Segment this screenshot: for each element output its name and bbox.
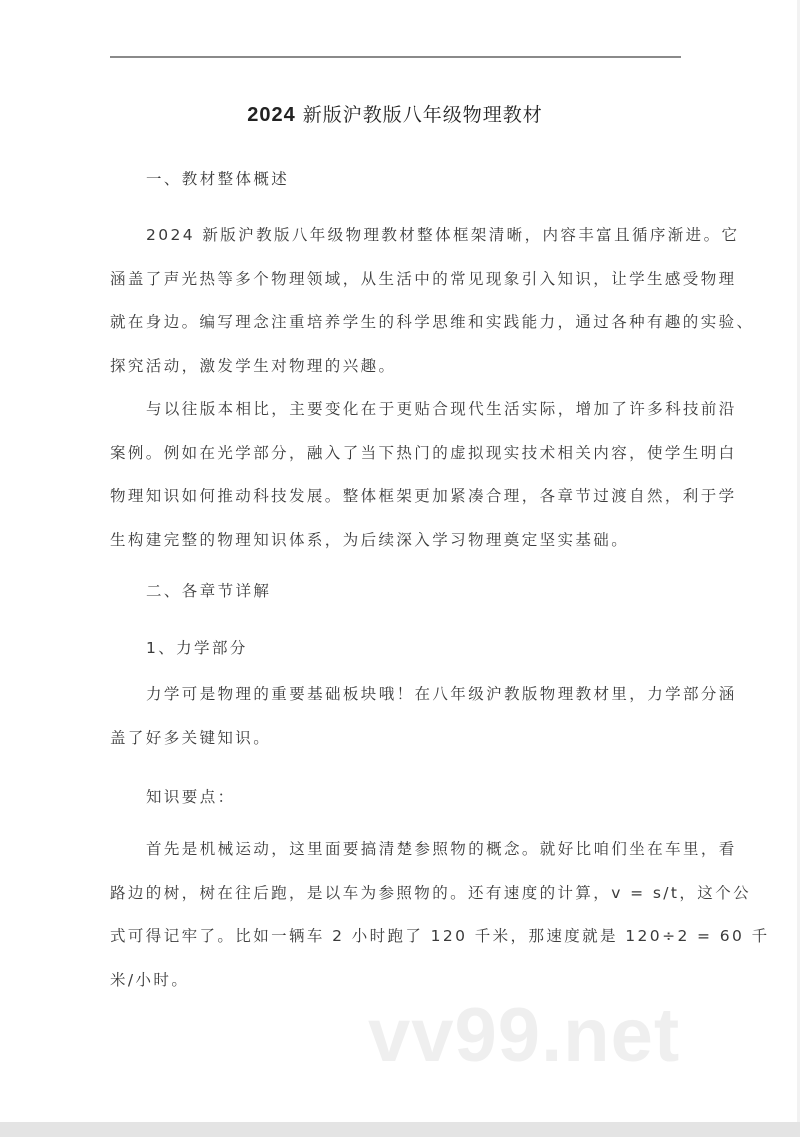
text-line: 生构建完整的物理知识体系，为后续深入学习物理奠定坚实基础。 — [110, 530, 630, 549]
text-line: 2024 新版沪教版八年级物理教材整体框架清晰，内容丰富且循序渐进。它 — [146, 226, 740, 244]
paragraph-changes — [110, 388, 737, 562]
title-year: 2024 — [247, 104, 296, 126]
text-line: 式可得记牢了。比如一辆车 2 小时跑了 120 千米，那速度就是 120÷2 = 60 千 — [110, 927, 770, 945]
heading-key-points: 知识要点： — [146, 788, 236, 806]
heading-overview: 一、教材整体概述 — [146, 170, 290, 188]
heading-mechanics: 1、力学部分 — [146, 639, 248, 657]
text-line: 涵盖了声光热等多个物理领域，从生活中的常见现象引入知识，让学生感受物理 — [110, 269, 737, 288]
text-line: 路边的树，树在往后跑，是以车为参照物的。还有速度的计算，v = s/t，这个公 — [110, 883, 751, 902]
heading-chapters: 二、各章节详解 — [146, 582, 272, 600]
text-line: 首先是机械运动，这里面要搞清楚参照物的概念。就好比咱们坐在车里，看 — [146, 840, 737, 858]
paragraph-mechanics — [110, 673, 737, 760]
text-line: 与以往版本相比，主要变化在于更贴合现代生活实际，增加了许多科技前沿 — [146, 400, 737, 418]
page-bottom-border — [0, 1122, 800, 1137]
watermark: vv99.net — [368, 993, 681, 1078]
text-line: 物理知识如何推动科技发展。整体框架更加紧凑合理，各章节过渡自然，利于学 — [110, 487, 737, 505]
text-line: 力学可是物理的重要基础板块哦！在八年级沪教版物理教材里，力学部分涵 — [146, 685, 737, 703]
title-text: 新版沪教版八年级物理教材 — [295, 104, 543, 126]
text-line: 就在身边。编写理念注重培养学生的科学思维和实践能力，通过各种有趣的实验、 — [110, 313, 755, 331]
text-line: 探究活动，激发学生对物理的兴趣。 — [110, 356, 397, 375]
paragraph-motion — [110, 828, 770, 1002]
paragraph-overview — [110, 214, 755, 388]
text-line: 米/小时。 — [110, 970, 190, 989]
document-title — [0, 100, 790, 127]
text-line: 案例。例如在光学部分，融入了当下热门的虚拟现实技术相关内容，使学生明白 — [110, 443, 737, 462]
header-rule — [110, 56, 681, 58]
text-line: 盖了好多关键知识。 — [110, 728, 272, 747]
